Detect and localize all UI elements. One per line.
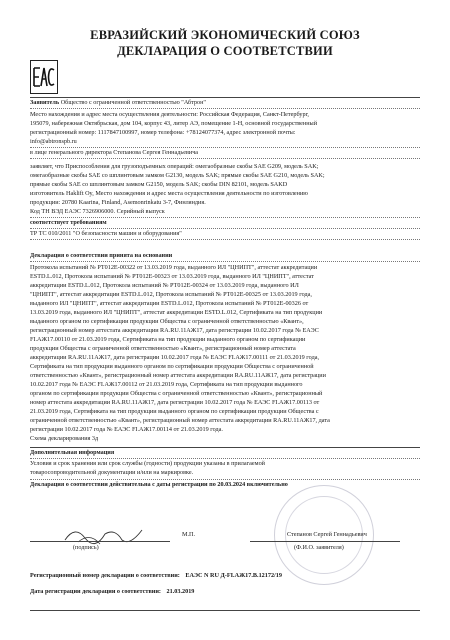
- dotted-divider: [30, 158, 420, 159]
- dotted-divider: [30, 261, 420, 262]
- requirements-value: ТР ТС 010/2011 "О безопасности машин и оборудования": [30, 230, 182, 237]
- basis-line: аккредитации RA.RU.11АЖ17, дата регистрации 10.02.2017 года № ЕАЭС FI.АЖ17.00111 от 21.03.2019 года,: [30, 354, 320, 361]
- mp-label: М.П.: [182, 531, 196, 538]
- basis-line: Схема декларирования 3д: [30, 435, 99, 442]
- basis-line: ответственностью «Квант», регистрационный номер аттестата аккредитации RA.RU.11АЖ17, дата регистрации: [30, 372, 326, 379]
- union-title: ЕВРАЗИЙСКИЙ ЭКОНОМИЧЕСКИЙ СОЮЗ: [90, 28, 360, 42]
- registration-date-label: Дата регистрации декларации о соответствии:: [30, 588, 161, 595]
- applicant-email: info@abtronspb.ru: [30, 138, 77, 145]
- basis-line: продукции Общества с ограниченной ответственностью «Квант», регистрационный номер аттестата: [30, 345, 296, 352]
- signature-line: [30, 541, 170, 542]
- dotted-divider: [30, 239, 420, 240]
- dotted-divider: [30, 147, 420, 148]
- basis-line: аккредитации ESTD.L.012, Протокола испытаний № РТ012Е-00324 от 13.03.2019 года, выданного ИЛ: [30, 282, 299, 289]
- document-title: ДЕКЛАРАЦИЯ О СООТВЕТСТВИИ: [117, 44, 333, 58]
- basis-line: "ЦНИПТ", аттестат аккредитации ESTD.L.012, Протокола испытаний № РТ012Е-00325 от 13.03.2019 года,: [30, 291, 312, 298]
- basis-label: Декларация о соответствии принята на основании: [30, 252, 173, 259]
- hs-code-line: Код ТН ВЭД ЕАЭС 7326906000. Серийный выпуск: [30, 208, 165, 215]
- product-line-3: прямые скобы SAE со шплинтовым замком G2150, модель SAK; скобы DIN 82101, модель SAKD: [30, 181, 288, 188]
- dotted-divider: [30, 217, 420, 218]
- basis-line: выданного ИЛ "ЦНИПТ", аттестат аккредитации ESTD.L.012, Протокола испытаний № РТ012Е-00326 от: [30, 300, 309, 307]
- product-line-2: омегаобразные скобы SAE со шплинтовым замком G2130, модель SAK; прямые скобы SAE G210, модель SAK;: [30, 172, 325, 179]
- additional-label: Дополнительная информация: [30, 449, 115, 456]
- basis-line: выданного органом по сертификации продукции Общества с ограниченной ответственностью «Квант»,: [30, 318, 304, 325]
- registration-date-value: 21.03.2019: [166, 588, 195, 595]
- manufacturer-line-1: изготовитель Haklift Oy, Место нахождения и адрес места осуществления деятельности по изготовлению: [30, 190, 308, 197]
- applicant-address-2: 195079, набережная Октябрьская, дом 104, корпус 43, литер АЭ, помещение 1-Н, основной государственный: [30, 120, 317, 127]
- header-divider: [30, 97, 420, 98]
- basis-line: регистрационный номер аттестата аккредитации RA.RU.11АЖ17, дата регистрации 10.02.2017 года № ЕАЭС: [30, 327, 319, 334]
- applicant-address-1: Место нахождения и адрес места осуществления деятельности: Российская Федерация, Санкт-Петербург,: [30, 111, 309, 118]
- requirements-label: соответствует требованиям: [30, 219, 107, 226]
- dotted-divider: [30, 458, 420, 459]
- registration-date-row: [30, 588, 194, 596]
- eac-mark-icon: [30, 60, 58, 94]
- name-caption: (Ф.И.О. заявителя): [294, 544, 344, 551]
- applicant-label: Заявитель: [30, 99, 60, 106]
- basis-line: 10.02.2017 года № ЕАЭС FI.АЖ17.00112 от 21.03.2019 года, Сертификата на тип продукции выданного: [30, 381, 303, 388]
- validity-text: Декларация о соответствии действительна с даты регистрации по 20.03.2024 включительно: [30, 481, 288, 488]
- divider: [30, 447, 420, 448]
- manufacturer-line-2: продукции: 20780 Kaarina, Finland, Asemonrinkatu 3-7, Финляндия.: [30, 199, 206, 206]
- applicant-address-3: регистрационный номер: 1117847100997, номер телефона: +78124077374, адрес электронной почты:: [30, 129, 296, 136]
- basis-line: 13.03.2019 года, выданного ИЛ "ЦНИПТ", аттестат аккредитации ESTD.L.012, Сертификата на тип продукции: [30, 309, 323, 316]
- basis-line: ограниченной ответственностью «Квант», регистрационный номер аттестата аккредитации RA.RU.11АЖ17, дата: [30, 417, 330, 424]
- registration-number-value: ЕАЭС N RU Д-FI.АЖ17.В.12172/19: [185, 572, 282, 579]
- basis-line: ESTD.L.012, Протокола испытаний № РТ012Е-00323 от 13.03.2019 года, выданного ИЛ "ЦНИПТ", аттестат: [30, 273, 314, 280]
- footer-divider: [30, 610, 420, 611]
- name-line: [250, 541, 400, 542]
- product-line-1: заявляет, что Приспособления для грузоподъемных операций: омегаобразные скобы SAE G209, модель SAK;: [30, 163, 319, 170]
- applicant-head: в лице генерального директора Степанова Сергея Геннадьевича: [30, 149, 199, 156]
- basis-line: FI.АЖ17.00110 от 21.03.2019 года, Сертификата на тип продукции выданного органом по сертификации: [30, 336, 306, 343]
- dotted-divider: [30, 228, 420, 229]
- basis-line: регистрации 10.02.2017 года № ЕАЭС FI.АЖ17.00114 от 21.03.2019 года.: [30, 426, 223, 433]
- signature-caption: (подпись): [73, 544, 99, 551]
- basis-line: 21.03.2019 года, Сертификата на тип продукции выданного органом по сертификации продукции Общества с: [30, 408, 319, 415]
- basis-line: Протокола испытаний № РТ012Е-00322 от 13.03.2019 года, выданного ИЛ "ЦНИПТ", аттестат аккредитации: [30, 264, 318, 271]
- dotted-divider: [30, 479, 420, 480]
- additional-line-2: товаросопроводительной документации и/или на маркировке.: [30, 469, 194, 476]
- basis-line: органом по сертификации продукции Общества с ограниченной ответственностью «Квант», регистрационный: [30, 390, 323, 397]
- basis-line: номер аттестата аккредитации RA.RU.11АЖ17, дата регистрации 10.02.2017 года № ЕАЭС FI.АЖ17.00113 от: [30, 399, 320, 406]
- applicant-row: [30, 99, 420, 107]
- applicant-signatory-name: Степанов Сергей Геннадьевич: [287, 531, 367, 538]
- basis-line: Сертификата на тип продукции выданного органом по сертификации продукции Общества с ограниченной: [30, 363, 314, 370]
- registration-number-label: Регистрационный номер декларации о соответствии:: [30, 572, 180, 579]
- dotted-divider: [30, 108, 420, 109]
- applicant-name: Общество с ограниченной ответственностью "Абтрон": [60, 99, 206, 106]
- registration-number-row: [30, 572, 282, 580]
- additional-line-1: Условия и срок хранения или срок службы (годности) продукции указаны в прилагаемой: [30, 460, 265, 467]
